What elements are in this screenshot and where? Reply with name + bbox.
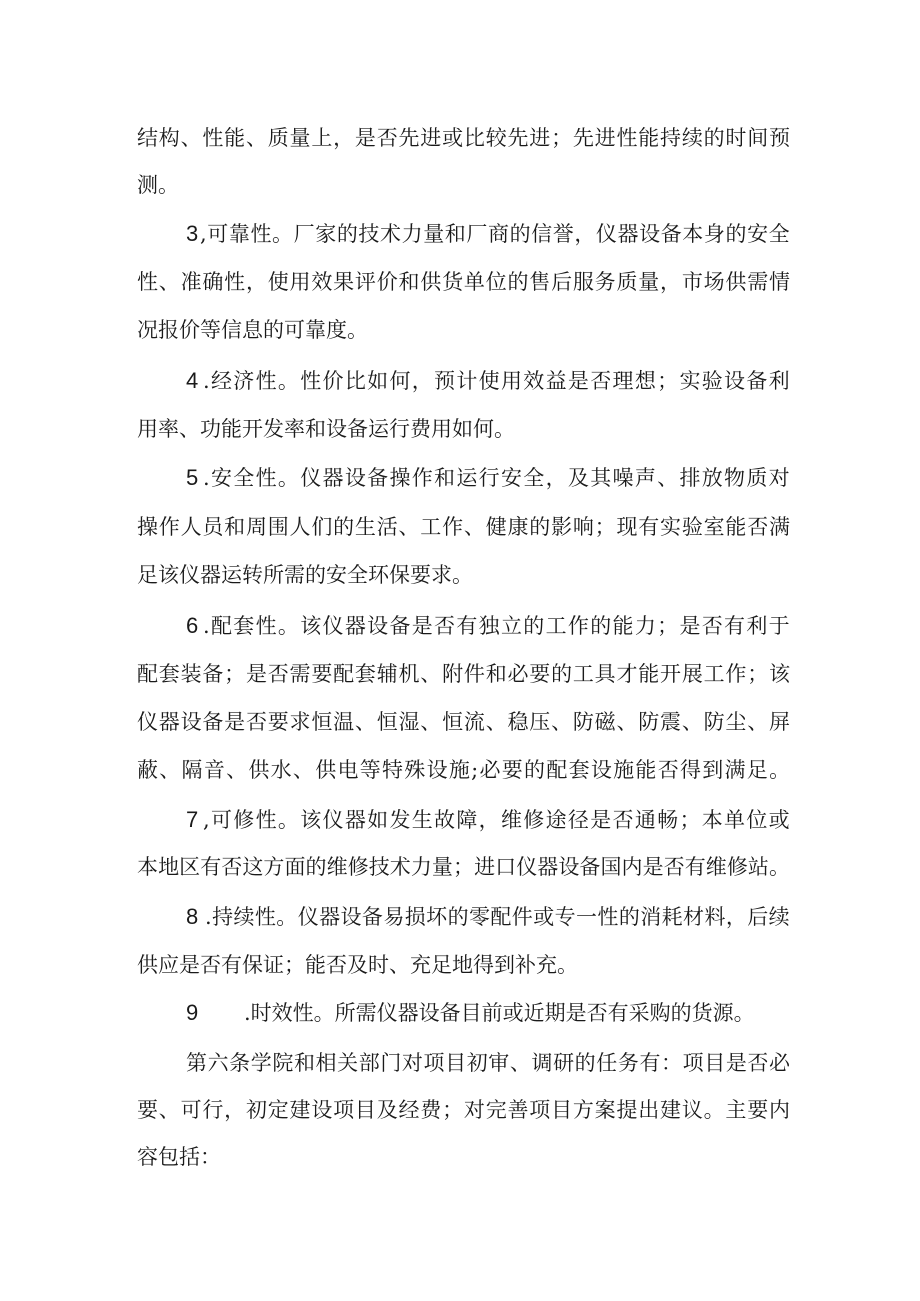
line-text: .配套性。该仪器设备是否有独立的工作的能力；是否有利于 — [203, 614, 791, 638]
line-text: 况报价等信息的可靠度。 — [137, 318, 368, 342]
line-text: .时效性。所需仪器设备目前或近期是否有采购的货源。 — [244, 1001, 755, 1025]
text-line — [0, 551, 920, 599]
text-line — [0, 161, 920, 209]
line-text: .持续性。仪器设备易损坏的零配件或专一性的消耗材料，后续 — [205, 905, 791, 929]
line-text: 容包括： — [137, 1145, 221, 1169]
line-text: 足该仪器运转所需的安全环保要求。 — [137, 563, 473, 587]
line-text: ,可修性。该仪器如发生故障，维修途径是否通畅；本单位或 — [203, 808, 791, 832]
list-number: 4 — [186, 368, 199, 393]
text-line — [0, 650, 920, 698]
text-line — [0, 1086, 920, 1134]
text-line — [0, 1133, 920, 1181]
text-line — [0, 941, 920, 989]
list-number: 6 — [186, 613, 199, 638]
list-number: 5 — [186, 465, 199, 490]
text-line — [0, 843, 920, 891]
line-text: 配套装备；是否需要配套辅机、附件和必要的工具才能开展工作；该 — [137, 662, 791, 686]
list-item-6 — [0, 602, 920, 650]
list-item-4 — [0, 357, 920, 405]
line-text: ,可靠性。厂家的技术力量和厂商的信誉，仪器设备本身的安全 — [200, 222, 791, 246]
line-text: 供应是否有保证；能否及时、充足地得到补充。 — [137, 953, 578, 977]
line-text: 蔽、隔音、供水、供电等特殊设施;必要的配套设施能否得到满足。 — [137, 758, 792, 782]
line-text: 本地区有否这方面的维修技术力量；进口仪器设备国内是否有维修站。 — [137, 855, 791, 879]
list-item-8 — [0, 893, 920, 941]
line-text: .经济性。性价比如何，预计使用效益是否理想；实验设备利 — [203, 369, 791, 393]
line-text: .安全性。仪器设备操作和运行安全，及其噪声、排放物质对 — [203, 466, 791, 490]
article-line — [0, 1039, 920, 1087]
line-text: 操作人员和周围人们的生活、工作、健康的影响；现有实验室能否满 — [137, 515, 791, 539]
text-line — [0, 698, 920, 746]
list-number: 9 — [186, 1000, 199, 1025]
line-text: 要、可行，初定建设项目及经费；对完善项目方案提出建议。主要内 — [137, 1098, 791, 1122]
line-text: 第六条学院和相关部门对项目初审、调研的任务有：项目是否必 — [186, 1051, 791, 1075]
list-item-7 — [0, 796, 920, 844]
list-number: 3 — [186, 221, 199, 246]
text-line — [0, 258, 920, 306]
line-text: 仪器设备是否要求恒温、恒湿、恒流、稳压、防磁、防震、防尘、屏 — [137, 710, 791, 734]
list-item-3 — [0, 210, 920, 258]
list-number: 8 — [186, 904, 199, 929]
text-line — [0, 405, 920, 453]
list-item-9 — [0, 989, 920, 1037]
line-text: 测。 — [137, 173, 179, 197]
list-number: 7 — [186, 807, 199, 832]
line-text: 性、准确性，使用效果评价和供货单位的售后服务质量，市场供需情 — [137, 270, 791, 294]
text-line — [0, 114, 920, 162]
list-item-5 — [0, 454, 920, 502]
line-text: 用率、功能开发率和设备运行费用如何。 — [137, 417, 515, 441]
text-line — [0, 306, 920, 354]
text-line — [0, 746, 920, 794]
text-line — [0, 503, 920, 551]
line-text: 结构、性能、质量上，是否先进或比较先进；先进性能持续的时间预 — [137, 126, 791, 150]
